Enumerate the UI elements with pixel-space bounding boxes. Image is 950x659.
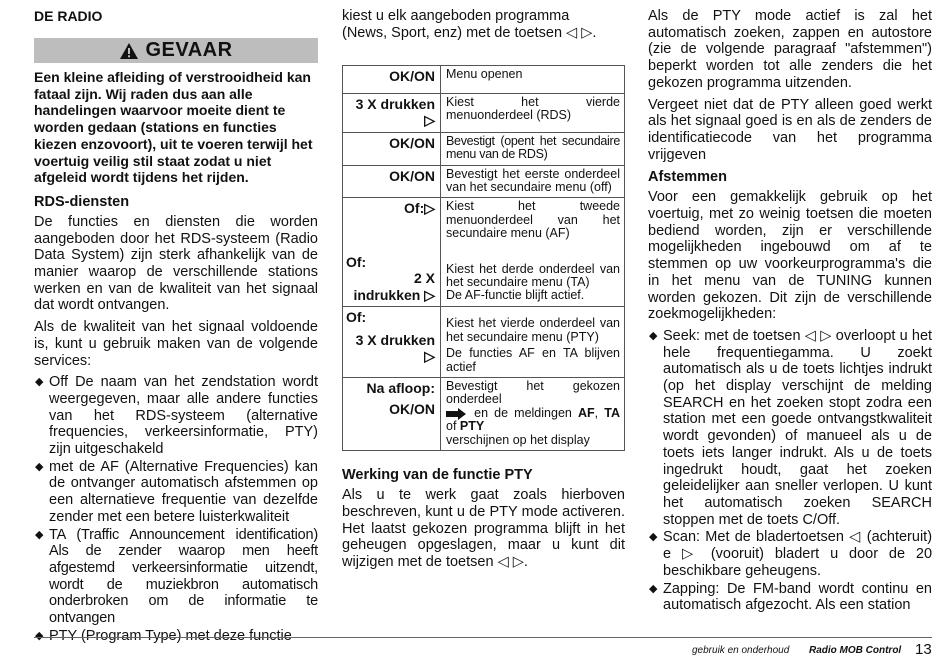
right-arrow-icon: ▷ — [581, 24, 593, 41]
list-item: ◆ TA (Traffic Announcement identification) Als de zender waarop men heeft afgestemd verkeersinformatie uitzendt, wordt de muziekbron automatisch onderbroken om de informatie te ontvangen — [35, 526, 318, 627]
warning-banner — [34, 38, 318, 63]
bullet-icon: ◆ — [649, 531, 658, 544]
pty-mode-paragraph: Als de PTY mode actief is zal het automatisch zoeken, zappen en autostore (zie de volgende paragraaf "afstemmen") beperkt worden tot alle zenders die het gekozen programma uitzenden. — [648, 8, 932, 91]
list-item: ◆ Off De naam van het zendstation wordt weergegeven, maar alle andere functies van het RDS-systeem (alternative frequencies, verkeersinformatie, PTY) zijn uitgeschakeld — [35, 374, 318, 458]
left-arrow-icon: ◁ — [497, 553, 509, 570]
bullet-icon: ◆ — [35, 376, 44, 389]
rds-services-list — [34, 374, 318, 644]
table-row: Of:▷ Of: 2 X indrukken ▷ Kiest het tweede menuonderdeel van het secundaire menu (AF) Kiest het derde onderdeel van het secundaire menu (TA) De AF-functie blijft actief. — [343, 198, 625, 307]
right-arrow-icon: ▷ — [512, 553, 524, 570]
list-item: ◆ Seek: met de toetsen ◁ ▷ overloopt u het hele frequentiegamma. U zoekt automatisch als u de toets lichtjes indrukt (op het display verschijnt de melding SEARCH en het zoeken stopt zodra een station met een goede ontvangstkwaliteit wordt gevonden) of manueel als u de toets iets langer indrukt. Als u de toets ingedrukt houdt, gaat het zoeken geleidelijker aan sneller verlopen. U kunt het automatisch zoeken SEARCH stoppen met de toets C/Off. — [649, 327, 933, 528]
tuning-options-list — [648, 328, 932, 614]
arrow-right-icon — [446, 408, 468, 420]
warning-triangle-icon — [119, 42, 139, 60]
intro-line-1: kiest u elk aangeboden programma — [342, 8, 570, 24]
footer-text: gebruik en onderhoud — [692, 645, 790, 656]
column-right — [648, 8, 932, 615]
bullet-icon: ◆ — [35, 629, 44, 642]
footer-brand: Radio MOB Control — [809, 645, 902, 656]
bullet-icon: ◆ — [35, 528, 44, 541]
table-row: OK/ON Bevestigt (opent het secundaire menu van de RDS) — [343, 132, 625, 165]
list-item: ◆ Scan: Met de bladertoetsen ◁ (achteruit) e ▷ (vooruit) bladert u door de 20 beschikbare geheugens. — [649, 529, 933, 579]
list-item: ◆ Zapping: De FM-band wordt continu en automatisch afgezocht. Als een station — [649, 580, 932, 614]
intro-line-2: (News, Sport, enz) met de toetsen ◁ ▷. — [342, 24, 597, 41]
left-arrow-icon: ◁ — [849, 529, 862, 546]
bullet-icon: ◆ — [649, 582, 658, 595]
table-row: Na afloop: OK/ON Bevestigt het gekozen onderdeel en de meldingen AF, TA of PTY verschijnen op het display — [343, 378, 625, 451]
section-title: DE RADIO — [34, 8, 103, 24]
rds-heading: RDS-diensten — [34, 193, 130, 210]
table-row: OK/ON Menu openen — [343, 66, 625, 93]
pty-paragraph: Als u te werk gaat zoals hierboven beschreven, kunt u de PTY mode activeren. Het laatst gekozen programma blijft in het geheugen opgeslagen, maar u kunt dit wijzigen met de toetsen ◁ ▷. — [342, 487, 625, 570]
list-item: ◆ met de AF (Alternative Frequencies) kan de ontvanger automatisch afstemmen op een alternatieve frequentie van dezelfde zender met een betere luisterkwaliteit — [35, 458, 318, 525]
warning-title: GEVAAR — [145, 39, 233, 61]
footer-divider — [34, 637, 932, 638]
warning-text: Een kleine afleiding of verstrooidheid kan fataal zijn. Wij raden dus aan alle handelingen waarvoor moeite dient te worden gedaan (stations en functies kiezen enzovoort), uit te voeren terwijl het voertuig veilig stil staat zodat u niet afgeleid wordt tijdens het rijden. — [34, 69, 313, 186]
column-left — [34, 8, 318, 646]
table-row: Of: 3 X drukken ▷ Kiest het vierde onderdeel van het secundaire menu (PTY) De functies AF en TA blijven actief — [343, 307, 625, 378]
rds-paragraph-1: De functies en diensten die worden aangeboden door het RDS-systeem (Radio Data System) zijn sterk afhankelijk van de manier waarop de verschillende stations werken en van de kwaliteit van het signaal dat wordt ontvangen. — [34, 213, 318, 314]
tuning-heading: Afstemmen — [648, 169, 727, 186]
page-number: 13 — [915, 641, 932, 658]
list-item: ◆ PTY (Program Type) met deze functie — [35, 627, 292, 644]
bullet-icon: ◆ — [35, 460, 44, 473]
pty-heading: Werking van de functie PTY — [342, 467, 533, 484]
tuning-paragraph: Voor een gemakkelijk gebruik op het voertuig, met zo weinig toetsen die moeten bediend worden, zijn er verschillende mogelijkheden ingebouwd om af te stemmen op uw voorkeurprogramma's die in het menu van de TUNING kunnen worden gekozen. Dit zijn de verschillende zoekmogelijkheden: — [648, 189, 932, 323]
table-row: 3 X drukken ▷ Kiest het vierde menuonderdeel (RDS) — [343, 93, 625, 132]
left-arrow-icon: ◁ — [804, 327, 817, 344]
right-arrow-icon: ▷ — [424, 112, 435, 129]
rds-paragraph-2: Als de kwaliteit van het signaal voldoende is, kunt u gebruik maken van de volgende services: — [34, 319, 318, 369]
pty-signal-paragraph: Vergeet niet dat de PTY alleen goed werkt als het signaal goed is en als de zenders de identificatiecode van het programma vrijgeven — [648, 96, 932, 163]
table-row: OK/ON Bevestigt het eerste onderdeel van het secundaire menu (off) — [343, 165, 625, 198]
bullet-icon: ◆ — [649, 329, 658, 342]
right-arrow-icon: ▷ — [681, 546, 700, 563]
left-arrow-icon: ◁ — [566, 24, 578, 41]
right-arrow-icon: ▷ — [820, 327, 832, 344]
rds-steps-table — [342, 65, 625, 451]
column-middle — [342, 8, 625, 576]
